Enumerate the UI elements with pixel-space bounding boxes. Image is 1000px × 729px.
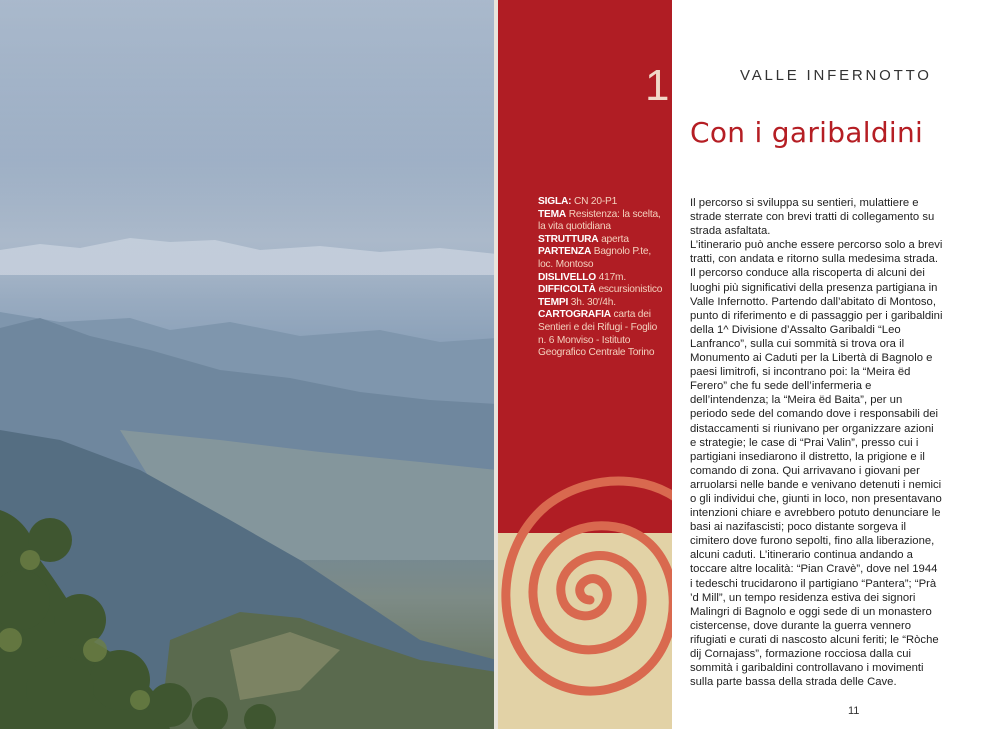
info-key: TEMA — [538, 208, 567, 220]
info-row — [538, 284, 666, 297]
info-key: DISLIVELLO — [538, 271, 596, 283]
mountain-landscape — [0, 0, 497, 729]
info-value: Bagnolo P.te, loc. Montoso — [538, 246, 652, 270]
paragraph: Il percorso conduce alla riscoperta di alcuni dei luoghi più significativi della presenza partigiana in Valle Infernotto. Partendo dall’abitato di Montoso, punto di riferimento e di passaggio per i garibaldini della 1^ Divisione d’Assalto Garibaldi “Leo Lanfranco”, sulla cui sommità si trova ora il Monumento ai Caduti per la Libertà di Bagnolo e paesi limitrofi, si incontrano poi: la “Meira ëd Ferero” che fu sede dell’infermeria e dell’intendenza; la “Meira ëd Baita”, per un periodo sede del comando dove i responsabili dei distaccamenti si riunivano per organizzare azioni e strategie; le case di “Prai Valin”, presso cui i partigiani insediarono il distretto, la prigione e il comando di zona. Qui arrivavano i giovani per arruolarsi nelle bande e venivano detenuti i nemici o gli individui che, giunti in loco, non presentavano intenzioni chiare e avrebbero potuto denunciare le basi ai nazifascisti; poco distante sorgeva il cimitero dove furono sepolti, fino alla liberazione, alcuni caduti. L’itinerario continua andando a toccare altre località: “Pian Cravè”, dove nel 1944 i tedeschi trucidarono il partigiano “Pantera”; “Prà ’d Mill”, un tempo residenza estiva dei signori Malingri di Bagnolo e oggi sede di un monastero cistercense, dove durante la guerra vennero rifugiati e curati di nascosto alcuni feriti; le “Ròche dij Cornajass”, formazione rocciosa dalla cui sommità i garibaldini controllavano i movimenti sulla parte bassa della strada delle Cave. — [690, 267, 943, 689]
info-key: PARTENZA — [538, 246, 592, 258]
info-key: SIGLA: — [538, 196, 572, 207]
chapter-number: 1 — [645, 61, 670, 110]
info-row — [538, 309, 666, 359]
page-title: Con i garibaldini — [690, 116, 924, 149]
info-value: aperta — [601, 233, 629, 245]
info-key: TEMPI — [538, 296, 569, 308]
info-row — [538, 246, 666, 271]
info-value: 3h. 30'/4h. — [570, 296, 616, 308]
info-value: escursionistico — [598, 284, 663, 296]
section-title: VALLE INFERNOTTO — [740, 67, 932, 84]
page-number: 11 — [848, 705, 860, 717]
landscape-photo — [0, 0, 497, 729]
info-value: CN 20-P1 — [573, 196, 618, 207]
info-key: CARTOGRAFIA — [538, 309, 611, 321]
info-row — [538, 234, 666, 247]
info-value: Resistenza: la scelta, la vita quotidiana — [538, 208, 661, 233]
info-row — [538, 209, 666, 234]
info-row — [538, 272, 666, 285]
info-key: STRUTTURA — [538, 233, 599, 245]
body-text — [690, 196, 943, 689]
paragraph: L’itinerario può anche essere percorso solo a brevi tratti, con andata e ritorno sulla medesima strada. — [690, 239, 943, 266]
trail-info — [538, 196, 666, 360]
paragraph: Il percorso si sviluppa su sentieri, mulattiere e strade sterrate con brevi tratti di collegamento su strada asfaltata. — [690, 197, 935, 238]
info-row — [538, 297, 666, 310]
info-value: 417m. — [598, 271, 626, 283]
info-row — [538, 196, 666, 209]
info-value: carta dei Sentieri e dei Rifugi - Foglio n. 6 Monviso - Istituto Geografico Centrale Torino — [538, 309, 658, 359]
info-key: DIFFICOLTÀ — [538, 284, 596, 296]
